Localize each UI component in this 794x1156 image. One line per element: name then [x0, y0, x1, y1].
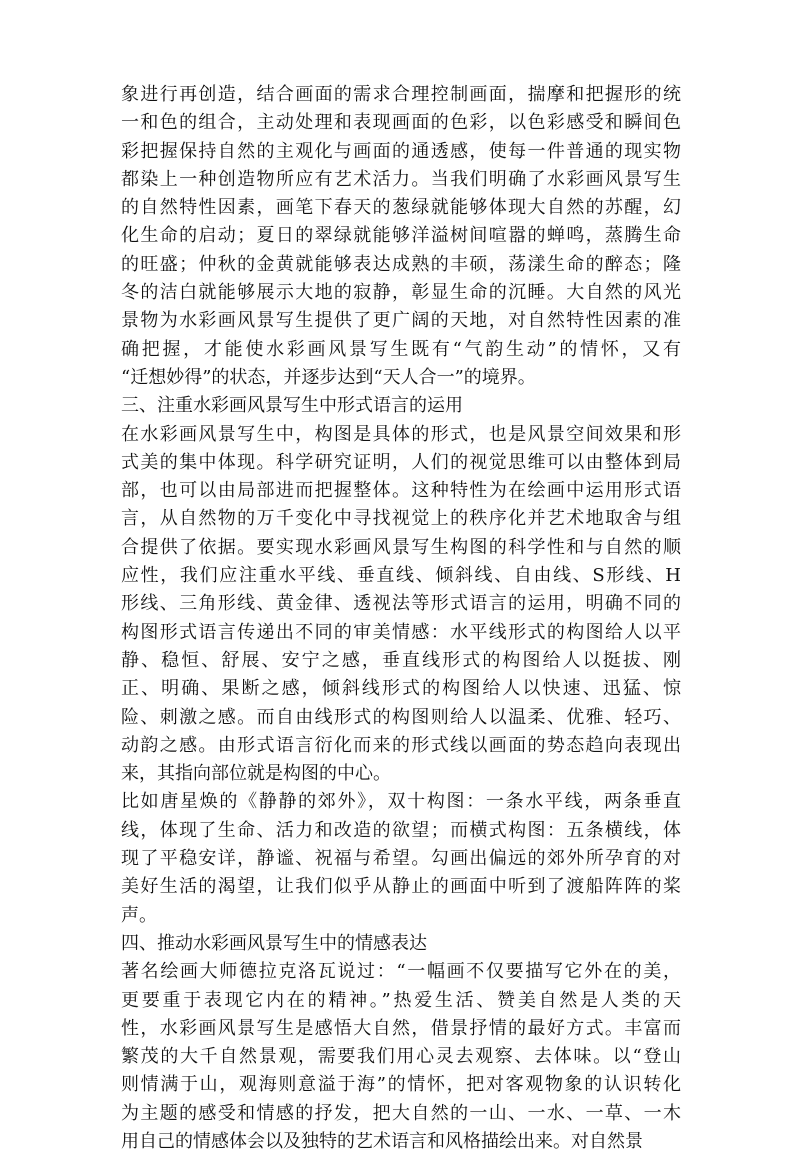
paragraph-line: 的自然特性因素，画笔下春天的葱绿就能够体现大自然的苏醒，幻	[121, 197, 681, 219]
document-body	[121, 81, 681, 1156]
paragraph-line: 式美的集中体现。科学研究证明，人们的视觉思维可以由整体到局	[121, 451, 681, 473]
paragraph-line: 更要重于表现它内在的精神。”热爱生活、赞美自然是人类的天	[121, 989, 681, 1011]
paragraph-line: 在水彩画风景写生中，构图是具体的形式，也是风景空间效果和形	[121, 423, 681, 445]
section-heading: 四、推动水彩画风景写生中的情感表达	[121, 932, 427, 954]
paragraph-line: 正、明确、果断之感，倾斜线形式的构图给人以快速、迅猛、惊	[121, 678, 681, 700]
paragraph-line: 构图形式语言传递出不同的审美情感：水平线形式的构图给人以平	[121, 621, 681, 643]
paragraph-line: 为主题的感受和情感的抒发，把大自然的一山、一水、一草、一木	[121, 1102, 681, 1124]
paragraph-line: 都染上一种创造物所应有艺术活力。当我们明确了水彩画风景写生	[121, 168, 681, 190]
paragraph-line: 应性，我们应注重水平线、垂直线、倾斜线、自由线、S形线、H	[121, 565, 681, 587]
paragraph-line: 则情满于山，观海则意溢于海”的情怀，把对客观物象的认识转化	[121, 1074, 681, 1096]
paragraph-line: “迁想妙得”的状态，并逐步达到“天人合一”的境界。	[121, 366, 536, 388]
paragraph-line: 美好生活的渴望，让我们似乎从静止的画面中听到了渡船阵阵的桨	[121, 876, 681, 898]
paragraph-line: 性，水彩画风景写生是感悟大自然，借景抒情的最好方式。丰富而	[121, 1017, 681, 1039]
paragraph-line: 险、刺激之感。而自由线形式的构图则给人以温柔、优雅、轻巧、	[121, 706, 681, 728]
paragraph-line: 的旺盛；仲秋的金黄就能够表达成熟的丰硕，荡漾生命的醉态；隆	[121, 253, 681, 275]
paragraph-line: 冬的洁白就能够展示大地的寂静，彰显生命的沉睡。大自然的风光	[121, 282, 681, 304]
paragraph-line: 景物为水彩画风景写生提供了更广阔的天地，对自然特性因素的准	[121, 310, 681, 332]
paragraph-line: 形线、三角形线、黄金律、透视法等形式语言的运用，明确不同的	[121, 593, 681, 615]
paragraph-line: 合提供了依据。要实现水彩画风景写生构图的科学性和与自然的顺	[121, 536, 681, 558]
paragraph-line: 彩把握保持自然的主观化与画面的通透感，使每一件普通的现实物	[121, 140, 681, 162]
paragraph-line: 现了平稳安详，静谧、祝福与希望。勾画出偏远的郊外所孕育的对	[121, 848, 681, 870]
paragraph-line: 言，从自然物的万千变化中寻找视觉上的秩序化并艺术地取舍与组	[121, 508, 681, 530]
paragraph-line: 确把握，才能使水彩画风景写生既有“气韵生动”的情怀，又有	[121, 338, 681, 360]
paragraph-line: 动韵之感。由形式语言衍化而来的形式线以画面的势态趋向表现出	[121, 734, 681, 756]
paragraph-line: 声。	[121, 904, 157, 926]
paragraph-line: 著名绘画大师德拉克洛瓦说过：“一幅画不仅要描写它外在的美，	[121, 961, 681, 983]
paragraph-line: 静、稳恒、舒展、安宁之感，垂直线形式的构图给人以挺拔、刚	[121, 649, 681, 671]
paragraph-line: 繁茂的大千自然景观，需要我们用心灵去观察、去体味。以“登山	[121, 1046, 681, 1068]
paragraph-line: 一和色的组合，主动处理和表现画面的色彩，以色彩感受和瞬间色	[121, 112, 681, 134]
paragraph-line: 用自己的情感体会以及独特的艺术语言和风格描绘出来。对自然景	[121, 1130, 643, 1152]
section-heading: 三、注重水彩画风景写生中形式语言的运用	[121, 395, 463, 417]
paragraph-line: 部，也可以由局部进而把握整体。这种特性为在绘画中运用形式语	[121, 480, 681, 502]
paragraph-line: 比如唐星焕的《静静的郊外》，双十构图：一条水平线，两条垂直	[121, 791, 681, 813]
paragraph-line: 化生命的启动；夏日的翠绿就能够洋溢树间喧嚣的蝉鸣，蒸腾生命	[121, 225, 681, 247]
paragraph-line: 线，体现了生命、活力和改造的欲望；而横式构图：五条横线，体	[121, 819, 681, 841]
paragraph-line: 象进行再创造，结合画面的需求合理控制画面，揣摩和把握形的统	[121, 84, 681, 105]
paragraph-line: 来，其指向部位就是构图的中心。	[121, 763, 391, 785]
